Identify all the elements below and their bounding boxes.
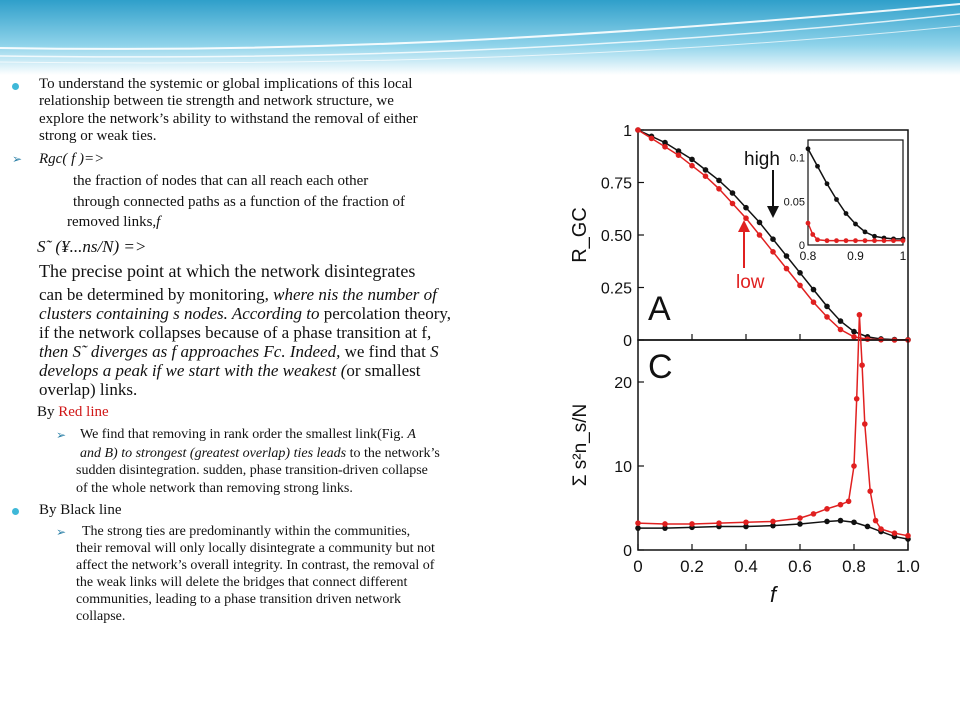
y-tick-label: 0: [623, 543, 632, 560]
inset-black-series-point: [815, 164, 820, 169]
inset-black-series-point: [863, 229, 868, 234]
y-axis-label: R_GC: [569, 207, 591, 263]
bullet-dot-icon: [12, 508, 19, 515]
y-tick-label: 1: [623, 123, 632, 140]
black-point-line: communities, leading to a phase transition driven network: [76, 592, 402, 607]
y-tick-label: 0.50: [600, 228, 632, 245]
red-series-point: [878, 526, 884, 532]
x-tick-label: 1.0: [896, 557, 920, 576]
black-series-point: [865, 524, 871, 530]
y-tick-label: 0.25: [600, 280, 632, 298]
red-series-point: [797, 283, 803, 289]
red-series-point: [851, 463, 857, 469]
arrow-bullet-icon: ➢: [12, 152, 23, 166]
para-line: then S˜ diverges as f approaches Fc. Indeed, we find that S: [39, 342, 439, 361]
inset-y-tick-label: 0.05: [783, 196, 805, 209]
x-axis-label: f: [769, 582, 777, 607]
red-point-line: and B) to strongest (greatest overlap) ties leads to the network’s: [80, 446, 440, 461]
red-series-point: [649, 136, 655, 142]
red-series-point: [892, 530, 898, 536]
inset-red-series-point: [863, 238, 868, 243]
inset-black-series-point: [853, 222, 858, 227]
x-tick-label: 0.8: [842, 557, 866, 576]
red-series-point: [676, 152, 682, 158]
x-tick-label: 0.2: [680, 557, 704, 576]
red-series-point: [689, 521, 695, 527]
red-series-point: [851, 334, 857, 340]
black-series-point: [743, 205, 749, 211]
inset-frame: [808, 140, 903, 245]
black-series-point: [716, 178, 722, 184]
inset-red-series-point: [901, 238, 906, 243]
annotation-low: low: [736, 272, 765, 293]
rgc-definition-line: through connected paths as a function of the fraction of: [73, 194, 405, 210]
red-series-point: [838, 502, 844, 508]
para-line: overlap) links.: [39, 380, 138, 399]
inset-black-series-point: [872, 234, 877, 239]
red-series-point: [846, 498, 852, 504]
black-series-point: [784, 253, 790, 259]
inset-black-series-point: [806, 146, 811, 151]
red-series-point: [824, 314, 830, 320]
inset-black-series-point: [834, 197, 839, 202]
red-series-point: [862, 421, 868, 427]
red-series-point: [770, 249, 776, 255]
x-tick-label: 0.4: [734, 557, 758, 576]
bullet1-line: relationship between tie strength and network structure, we: [39, 93, 394, 109]
arrow-bullet-icon: ➢: [56, 428, 67, 442]
rgc-definition-line: the fraction of nodes that can all reach each other: [73, 173, 369, 189]
red-series-point: [730, 201, 736, 207]
black-series-point: [824, 304, 830, 310]
red-point-line: sudden disintegration. sudden, phase transition-driven collapse: [76, 463, 428, 478]
para-line: develops a peak if we start with the weakest (or smallest: [39, 361, 421, 380]
black-series-point: [797, 521, 803, 527]
para-line: can be determined by monitoring, where nis the number of: [39, 285, 437, 304]
red-series-point: [905, 533, 911, 539]
inset-x-tick-label: 0.9: [847, 249, 864, 263]
percolation-figure: [558, 110, 938, 620]
red-series-point: [757, 232, 763, 238]
black-series-point: [689, 157, 695, 163]
black-point-line: the weak links will delete the bridges that connect different: [76, 575, 408, 590]
black-series-point: [824, 519, 830, 525]
inset-red-series-point: [853, 238, 858, 243]
y-tick-label: 10: [614, 459, 632, 476]
red-series-point: [689, 163, 695, 169]
black-series-point: [811, 287, 817, 293]
by-red-line-heading: By Red line: [37, 404, 109, 420]
black-series-point: [838, 518, 844, 524]
inset-y-tick-label: 0.1: [789, 152, 805, 165]
para-line: The precise point at which the network disintegrates: [39, 261, 416, 281]
y-axis-label: Σ s²n_s/N: [570, 403, 591, 487]
red-series-point: [662, 144, 668, 150]
bullet1-line: explore the network’s ability to withstand the removal of either: [39, 111, 418, 127]
inset-red-series-point: [882, 238, 887, 243]
black-point-line: collapse.: [76, 609, 126, 624]
y-tick-label: 20: [614, 375, 632, 392]
rgc-label: Rgc( f )=>: [39, 151, 105, 167]
red-series-point: [811, 299, 817, 305]
x-tick-label: 0.6: [788, 557, 812, 576]
inset-red-series-point: [891, 238, 896, 243]
high-arrowhead: [767, 206, 779, 218]
red-series-point: [662, 521, 668, 527]
inset-red-series-point: [825, 238, 830, 243]
black-point-line: their removal will only locally disintegrate a community but not: [76, 541, 435, 556]
s-label: S˜ (¥...ns/N) =>: [37, 237, 147, 256]
black-series-point: [797, 270, 803, 276]
black-series-point: [851, 519, 857, 525]
black-series-point: [703, 167, 709, 173]
red-series-point: [865, 336, 871, 342]
bullet1-line: strong or weak ties.: [39, 128, 157, 144]
red-series-point: [867, 488, 873, 494]
black-series-point: [851, 329, 857, 335]
rgc-definition-line: removed links,f: [67, 214, 161, 230]
para-line: clusters containing s nodes. According to percolation theory,: [39, 304, 452, 323]
black-series-point: [730, 190, 736, 196]
red-series-point: [859, 362, 865, 368]
black-series-point: [838, 318, 844, 324]
inset-black-series-point: [825, 181, 830, 186]
red-series-point: [716, 186, 722, 192]
y-tick-label: 0: [623, 333, 632, 350]
inset-black-series-point: [844, 211, 849, 216]
bullet-dot-icon: [12, 83, 19, 90]
inset-red-series-point: [810, 232, 815, 237]
red-series-point: [811, 511, 817, 517]
red-series-point: [797, 515, 803, 521]
inset-red-series-point: [872, 238, 877, 243]
bullet1-line: To understand the systemic or global implications of this local: [39, 76, 413, 92]
inset-x-tick-label: 0.8: [799, 249, 817, 263]
panel-label: A: [648, 290, 671, 328]
red-series-line: [638, 315, 908, 536]
black-series-point: [757, 220, 763, 226]
red-series-point: [635, 127, 641, 133]
y-tick-label: 0.75: [600, 175, 632, 193]
inset-red-series-point: [806, 221, 811, 226]
inset-x-tick-label: 1: [899, 249, 907, 263]
red-series-point: [770, 519, 776, 525]
panel-label: C: [648, 348, 673, 386]
inset-red-series-point: [815, 237, 820, 242]
red-point-line: of the whole network than removing strong links.: [76, 481, 353, 496]
red-series-point: [784, 266, 790, 272]
header-banner: [0, 0, 960, 75]
black-point-line: The strong ties are predominantly within the communities,: [82, 524, 411, 539]
black-series-point: [770, 236, 776, 242]
red-series-point: [857, 312, 863, 318]
red-series-point: [854, 396, 860, 402]
inset-red-series-point: [844, 238, 849, 243]
red-series-point: [873, 518, 879, 524]
panel-c-frame: [638, 340, 908, 550]
by-black-line-heading: By Black line: [39, 502, 122, 518]
inset-red-series-point: [834, 238, 839, 243]
red-series-point: [703, 173, 709, 179]
red-point-line: We find that removing in rank order the smallest link(Fig. A: [80, 427, 416, 442]
x-tick-label: 0: [633, 557, 643, 576]
black-point-line: affect the network’s overall integrity. In contrast, the removal of: [76, 558, 435, 573]
arrow-bullet-icon: ➢: [56, 525, 67, 539]
red-series-point: [716, 520, 722, 526]
annotation-high: high: [744, 149, 780, 170]
inset-y-tick-label: 0: [798, 240, 805, 252]
red-series-point: [743, 519, 749, 525]
para-line: if the network collapses because of a phase transition at f,: [39, 323, 432, 342]
red-series-point: [635, 520, 641, 526]
red-series-point: [824, 506, 830, 512]
red-series-point: [838, 327, 844, 333]
black-series-point: [635, 525, 641, 531]
panel-c-chart: [570, 312, 920, 607]
